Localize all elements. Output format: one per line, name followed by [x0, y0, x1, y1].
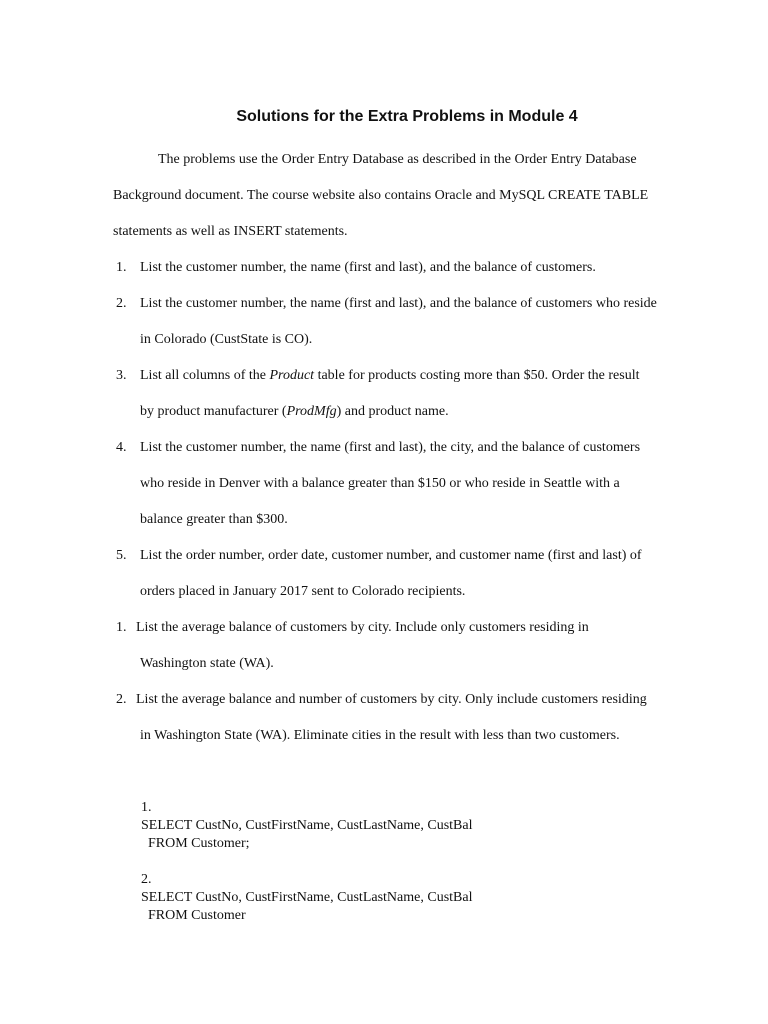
problem-3-number: 3. — [116, 368, 127, 383]
problem-b2-text-line-2: in Washington State (WA). Eliminate cities in the result with less than two customers. — [140, 728, 620, 743]
intro-line-1: The problems use the Order Entry Database as described in the Order Entry Database — [158, 152, 637, 167]
problem-4-text-line-1: List the customer number, the name (first and last), the city, and the balance of customers — [140, 440, 641, 455]
solution-2-number: 2. — [141, 872, 152, 887]
solution-1-line-1: SELECT CustNo, CustFirstName, CustLastName, CustBal — [141, 818, 473, 833]
problem-b2-text-line-1: List the average balance and number of customers by city. Only include customers residing — [136, 692, 647, 707]
solution-2-line-1: SELECT CustNo, CustFirstName, CustLastName, CustBal — [141, 890, 473, 905]
problem-4-text-line-3: balance greater than $300. — [140, 512, 288, 527]
problem-1-text: List the customer number, the name (first and last), and the balance of customers. — [140, 260, 596, 275]
document-title: Solutions for the Extra Problems in Module 4 — [236, 108, 578, 125]
problem-5-text-line-2: orders placed in January 2017 sent to Colorado recipients. — [140, 584, 466, 599]
solution-2-line-2: FROM Customer — [141, 908, 246, 923]
problem-4-text-line-2: who reside in Denver with a balance greater than $150 or who reside in Seattle with a — [140, 476, 620, 491]
problem-2-text-line-2: in Colorado (CustState is CO). — [140, 332, 313, 347]
problem-1-number: 1. — [116, 260, 127, 275]
solution-1-number: 1. — [141, 800, 152, 815]
problem-3-text-line-2: by product manufacturer (ProdMfg) and product name. — [140, 404, 449, 419]
intro-line-2: Background document. The course website also contains Oracle and MySQL CREATE TABLE — [113, 188, 649, 203]
solution-1-line-2: FROM Customer; — [141, 836, 250, 851]
problem-b1-text-line-2: Washington state (WA). — [140, 656, 274, 671]
problem-4-number: 4. — [116, 440, 127, 455]
problem-b1-text-line-1: List the average balance of customers by city. Include only customers residing in — [136, 620, 589, 635]
problem-5-text-line-1: List the order number, order date, customer number, and customer name (first and last) of — [140, 548, 642, 563]
problem-2-number: 2. — [116, 296, 127, 311]
problem-3-text-line-1: List all columns of the Product table for products costing more than $50. Order the result — [140, 368, 640, 383]
problem-b1-number: 1. — [116, 620, 127, 635]
problem-2-text-line-1: List the customer number, the name (first and last), and the balance of customers who reside — [140, 296, 657, 311]
intro-line-3: statements as well as INSERT statements. — [113, 224, 348, 239]
problem-5-number: 5. — [116, 548, 127, 563]
problem-b2-number: 2. — [116, 692, 127, 707]
